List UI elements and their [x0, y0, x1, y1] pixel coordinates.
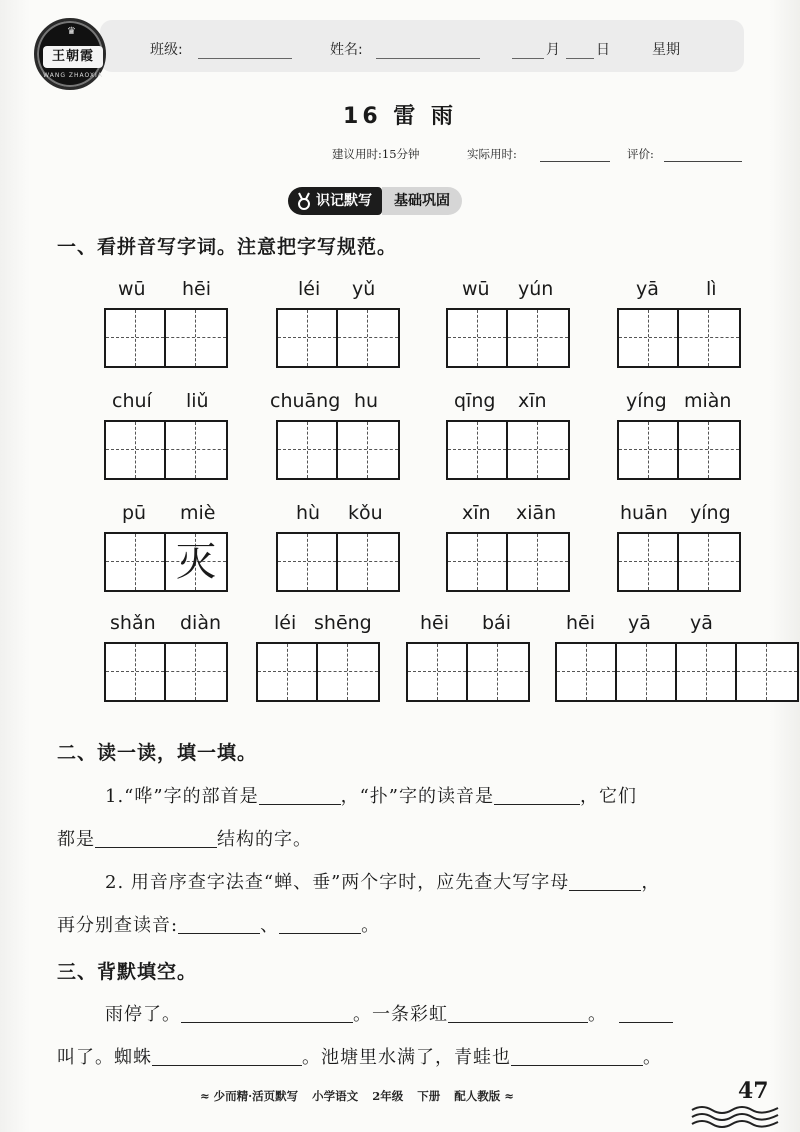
publisher-logo — [34, 18, 106, 90]
tianzige-cell[interactable] — [619, 310, 679, 366]
handwritten-char — [258, 644, 316, 700]
month-label: 月 — [546, 42, 560, 58]
tianzige-cell[interactable] — [508, 310, 568, 366]
handwritten-char — [508, 422, 568, 478]
tianzige-cell[interactable] — [619, 534, 679, 590]
banner-sub-text: 基础巩固 — [382, 187, 462, 215]
pinyin-syllable: hēi — [566, 612, 596, 634]
tianzige-grid — [104, 308, 228, 368]
tianzige-cell[interactable] — [338, 310, 398, 366]
handwritten-char — [166, 310, 226, 366]
handwritten-char — [617, 644, 675, 700]
pinyin-syllable: yíng — [690, 502, 731, 524]
pinyin-syllable: yā — [636, 278, 659, 300]
tianzige-cell[interactable] — [448, 310, 508, 366]
handwritten-char — [619, 534, 677, 590]
recite-line2 — [57, 1043, 662, 1069]
handwritten-char — [338, 310, 398, 366]
handwritten-char — [619, 422, 677, 478]
logo-text: 王朝霞 — [43, 46, 103, 68]
pinyin-syllable: kǒu — [348, 502, 383, 524]
pinyin-syllable: pū — [122, 502, 147, 524]
handwritten-char — [106, 644, 164, 700]
section3-heading: 三、背默填空。 — [57, 961, 198, 983]
pinyin-syllable: wū — [118, 278, 146, 300]
class-label: 班级: — [150, 42, 183, 58]
tianzige-grid — [406, 642, 530, 702]
q2-letter-blank[interactable] — [569, 873, 641, 891]
handwritten-char — [508, 534, 568, 590]
recite-line1 — [105, 1000, 673, 1026]
tianzige-grid — [446, 532, 570, 592]
q1-text-e: 结构的字。 — [217, 829, 312, 850]
q2-text-c: 再分别查读音: — [57, 915, 179, 936]
pinyin-syllable: shǎn — [110, 612, 156, 634]
tianzige-cell[interactable] — [679, 422, 739, 478]
tianzige-grid — [276, 420, 400, 480]
tianzige-cell[interactable] — [557, 644, 617, 700]
footer-subject: 小学语文 — [312, 1089, 359, 1103]
actual-time-field[interactable] — [540, 161, 610, 162]
footer-series: ≈ 少而精·活页默写 — [200, 1089, 299, 1103]
tianzige-grid — [256, 642, 380, 702]
banner-main — [288, 187, 382, 215]
handwritten-char — [448, 310, 506, 366]
pinyin-syllable: yā — [628, 612, 651, 634]
handwritten-char — [106, 422, 164, 478]
pinyin-syllable: bái — [482, 612, 511, 634]
rating-label: 评价: — [627, 147, 654, 161]
tianzige-cell[interactable] — [166, 534, 226, 590]
tianzige-grid — [276, 532, 400, 592]
handwritten-char — [619, 310, 677, 366]
pinyin-syllable: xīn — [518, 390, 547, 412]
actual-time-label: 实际用时: — [467, 147, 517, 161]
tianzige-grid — [446, 308, 570, 368]
q1-structure-blank[interactable] — [95, 830, 217, 848]
recite-text-c: 。 — [588, 1004, 607, 1025]
handwritten-char — [106, 310, 164, 366]
pinyin-syllable: yíng — [626, 390, 667, 412]
name-label: 姓名: — [330, 42, 363, 58]
q2-text-e: 。 — [361, 915, 381, 936]
tianzige-cell[interactable] — [278, 310, 338, 366]
pinyin-syllable: diàn — [180, 612, 222, 634]
pinyin-syllable: lì — [706, 278, 717, 300]
handwritten-char — [679, 534, 739, 590]
pinyin-syllable: yún — [518, 278, 554, 300]
handwritten-char — [338, 422, 398, 478]
tianzige-cell[interactable] — [448, 534, 508, 590]
pinyin-syllable: hēi — [182, 278, 212, 300]
tianzige-grid — [104, 532, 228, 592]
recite-text-e: 。池塘里水满了，青蛙也 — [302, 1047, 511, 1068]
handwritten-char — [677, 644, 735, 700]
pinyin-syllable: miàn — [684, 390, 732, 412]
section1-heading: 一、看拼音写字词。注意把字写规范。 — [57, 236, 398, 258]
q1-text-a: 1.“哗”字的部首是 — [105, 786, 259, 807]
day-label: 日 — [596, 42, 610, 58]
tianzige-grid — [104, 642, 228, 702]
q1-line1 — [105, 782, 637, 808]
pinyin-syllable: hù — [296, 502, 321, 524]
handwritten-char — [278, 422, 336, 478]
recite-blank-1[interactable] — [181, 1005, 353, 1023]
logo-subtext: WANG ZHAOXIA — [43, 72, 103, 79]
lesson-title: 16 雷 雨 — [343, 104, 457, 129]
q1-text-c: ，它们 — [579, 786, 637, 807]
tianzige-grid — [104, 420, 228, 480]
handwritten-char — [338, 534, 398, 590]
section2-heading: 二、读一读，填一填。 — [57, 742, 258, 764]
q1-text-b: ，“扑”字的读音是 — [340, 786, 494, 807]
tianzige-cell[interactable] — [619, 422, 679, 478]
handwritten-char — [468, 644, 528, 700]
pinyin-syllable: xīn — [462, 502, 491, 524]
footer-edition: 配人教版 ≈ — [454, 1089, 514, 1103]
handwritten-char — [166, 644, 226, 700]
footer — [200, 1088, 514, 1104]
q2-text-d: 、 — [260, 915, 280, 936]
recite-blank-5[interactable] — [511, 1048, 643, 1066]
page-wave-decoration — [690, 1100, 780, 1130]
month-field[interactable] — [512, 58, 544, 59]
tianzige-cell[interactable] — [106, 534, 166, 590]
pinyin-syllable: hēi — [420, 612, 450, 634]
footer-volume: 下册 — [417, 1089, 441, 1103]
recite-blank-4[interactable] — [152, 1048, 302, 1066]
tianzige-cell[interactable] — [166, 422, 226, 478]
pinyin-syllable: yā — [690, 612, 713, 634]
q2-reading2-blank[interactable] — [279, 916, 361, 934]
weekday-label: 星期 — [652, 42, 680, 58]
tianzige-cell[interactable] — [166, 644, 226, 700]
tianzige-cell[interactable] — [166, 310, 226, 366]
handwritten-char — [106, 534, 164, 590]
tianzige-grid — [617, 420, 741, 480]
class-field[interactable] — [198, 58, 292, 59]
handwritten-char — [679, 310, 739, 366]
header-strip — [100, 20, 744, 72]
pinyin-syllable: yǔ — [352, 278, 376, 300]
tianzige-cell[interactable] — [338, 534, 398, 590]
tianzige-grid — [276, 308, 400, 368]
tianzige-cell[interactable] — [617, 644, 677, 700]
recite-text-d: 叫了。蜘蛛 — [57, 1047, 152, 1068]
handwritten-char — [508, 310, 568, 366]
handwritten-char — [557, 644, 615, 700]
recite-blank-2[interactable] — [448, 1005, 588, 1023]
tianzige-cell[interactable] — [278, 534, 338, 590]
day-field[interactable] — [566, 58, 594, 59]
tianzige-grid — [446, 420, 570, 480]
handwritten-char — [278, 534, 336, 590]
handwritten-char — [166, 422, 226, 478]
q1-text-d: 都是 — [57, 829, 95, 850]
q1-line2 — [57, 825, 312, 851]
recite-text-a: 雨停了。 — [105, 1004, 181, 1025]
q2-text-b: ， — [641, 872, 661, 893]
tianzige-cell[interactable] — [106, 422, 166, 478]
handwritten-char — [318, 644, 378, 700]
tianzige-cell[interactable] — [318, 644, 378, 700]
pinyin-syllable: léi — [298, 278, 321, 300]
tianzige-cell[interactable] — [278, 422, 338, 478]
pinyin-syllable: qīng — [454, 390, 496, 412]
pinyin-syllable: chuāng — [270, 390, 341, 412]
tianzige-cell[interactable] — [106, 310, 166, 366]
logo-crown-icon: ♛ — [67, 26, 79, 37]
handwritten-char — [448, 422, 506, 478]
tianzige-cell[interactable] — [408, 644, 468, 700]
tianzige-cell[interactable] — [468, 644, 528, 700]
tianzige-cell[interactable] — [508, 534, 568, 590]
tianzige-cell[interactable] — [448, 422, 508, 478]
q2-line2 — [57, 911, 380, 937]
handwritten-char — [448, 534, 506, 590]
pinyin-syllable: liǔ — [186, 390, 209, 412]
pinyin-syllable: shēng — [314, 612, 372, 634]
handwritten-char — [408, 644, 466, 700]
recite-text-b: 。一条彩虹 — [353, 1004, 448, 1025]
tianzige-cell[interactable] — [106, 644, 166, 700]
rating-field[interactable] — [664, 161, 742, 162]
q1-radical-blank[interactable] — [259, 787, 341, 805]
q2-line1 — [105, 868, 660, 894]
handwritten-char — [737, 644, 797, 700]
tianzige-grid — [617, 308, 741, 368]
q2-text-a: 2. 用音序查字法查“蝉、垂”两个字时，应先查大写字母 — [105, 872, 570, 893]
page-number: 47 — [738, 1078, 769, 1104]
handwritten-char: 灭 — [176, 539, 216, 585]
banner-main-text: 识记默写 — [316, 193, 372, 209]
q2-reading1-blank[interactable] — [178, 916, 260, 934]
handwritten-char — [278, 310, 336, 366]
name-field[interactable] — [376, 58, 480, 59]
tianzige-cell[interactable] — [338, 422, 398, 478]
q1-reading-blank[interactable] — [494, 787, 580, 805]
footer-grade: 2年级 — [372, 1089, 404, 1103]
tianzige-cell[interactable] — [679, 534, 739, 590]
tianzige-cell[interactable] — [508, 422, 568, 478]
suggested-time: 建议用时:15分钟 — [332, 147, 420, 161]
recite-text-f: 。 — [643, 1047, 662, 1068]
pinyin-syllable: hu — [354, 390, 379, 412]
pinyin-syllable: miè — [180, 502, 216, 524]
section-banner — [288, 187, 462, 215]
tianzige-cell[interactable] — [258, 644, 318, 700]
tianzige-grid — [617, 532, 741, 592]
pinyin-syllable: léi — [274, 612, 297, 634]
tianzige-cell[interactable] — [679, 310, 739, 366]
pinyin-syllable: huān — [620, 502, 668, 524]
pinyin-syllable: wū — [462, 278, 490, 300]
pinyin-syllable: xiān — [516, 502, 557, 524]
tianzige-grid — [555, 642, 799, 702]
tianzige-cell[interactable] — [677, 644, 737, 700]
handwritten-char — [679, 422, 739, 478]
recite-blank-3[interactable] — [619, 1005, 673, 1023]
medal-icon — [296, 192, 312, 210]
pinyin-syllable: chuí — [112, 390, 152, 412]
tianzige-cell[interactable] — [737, 644, 797, 700]
